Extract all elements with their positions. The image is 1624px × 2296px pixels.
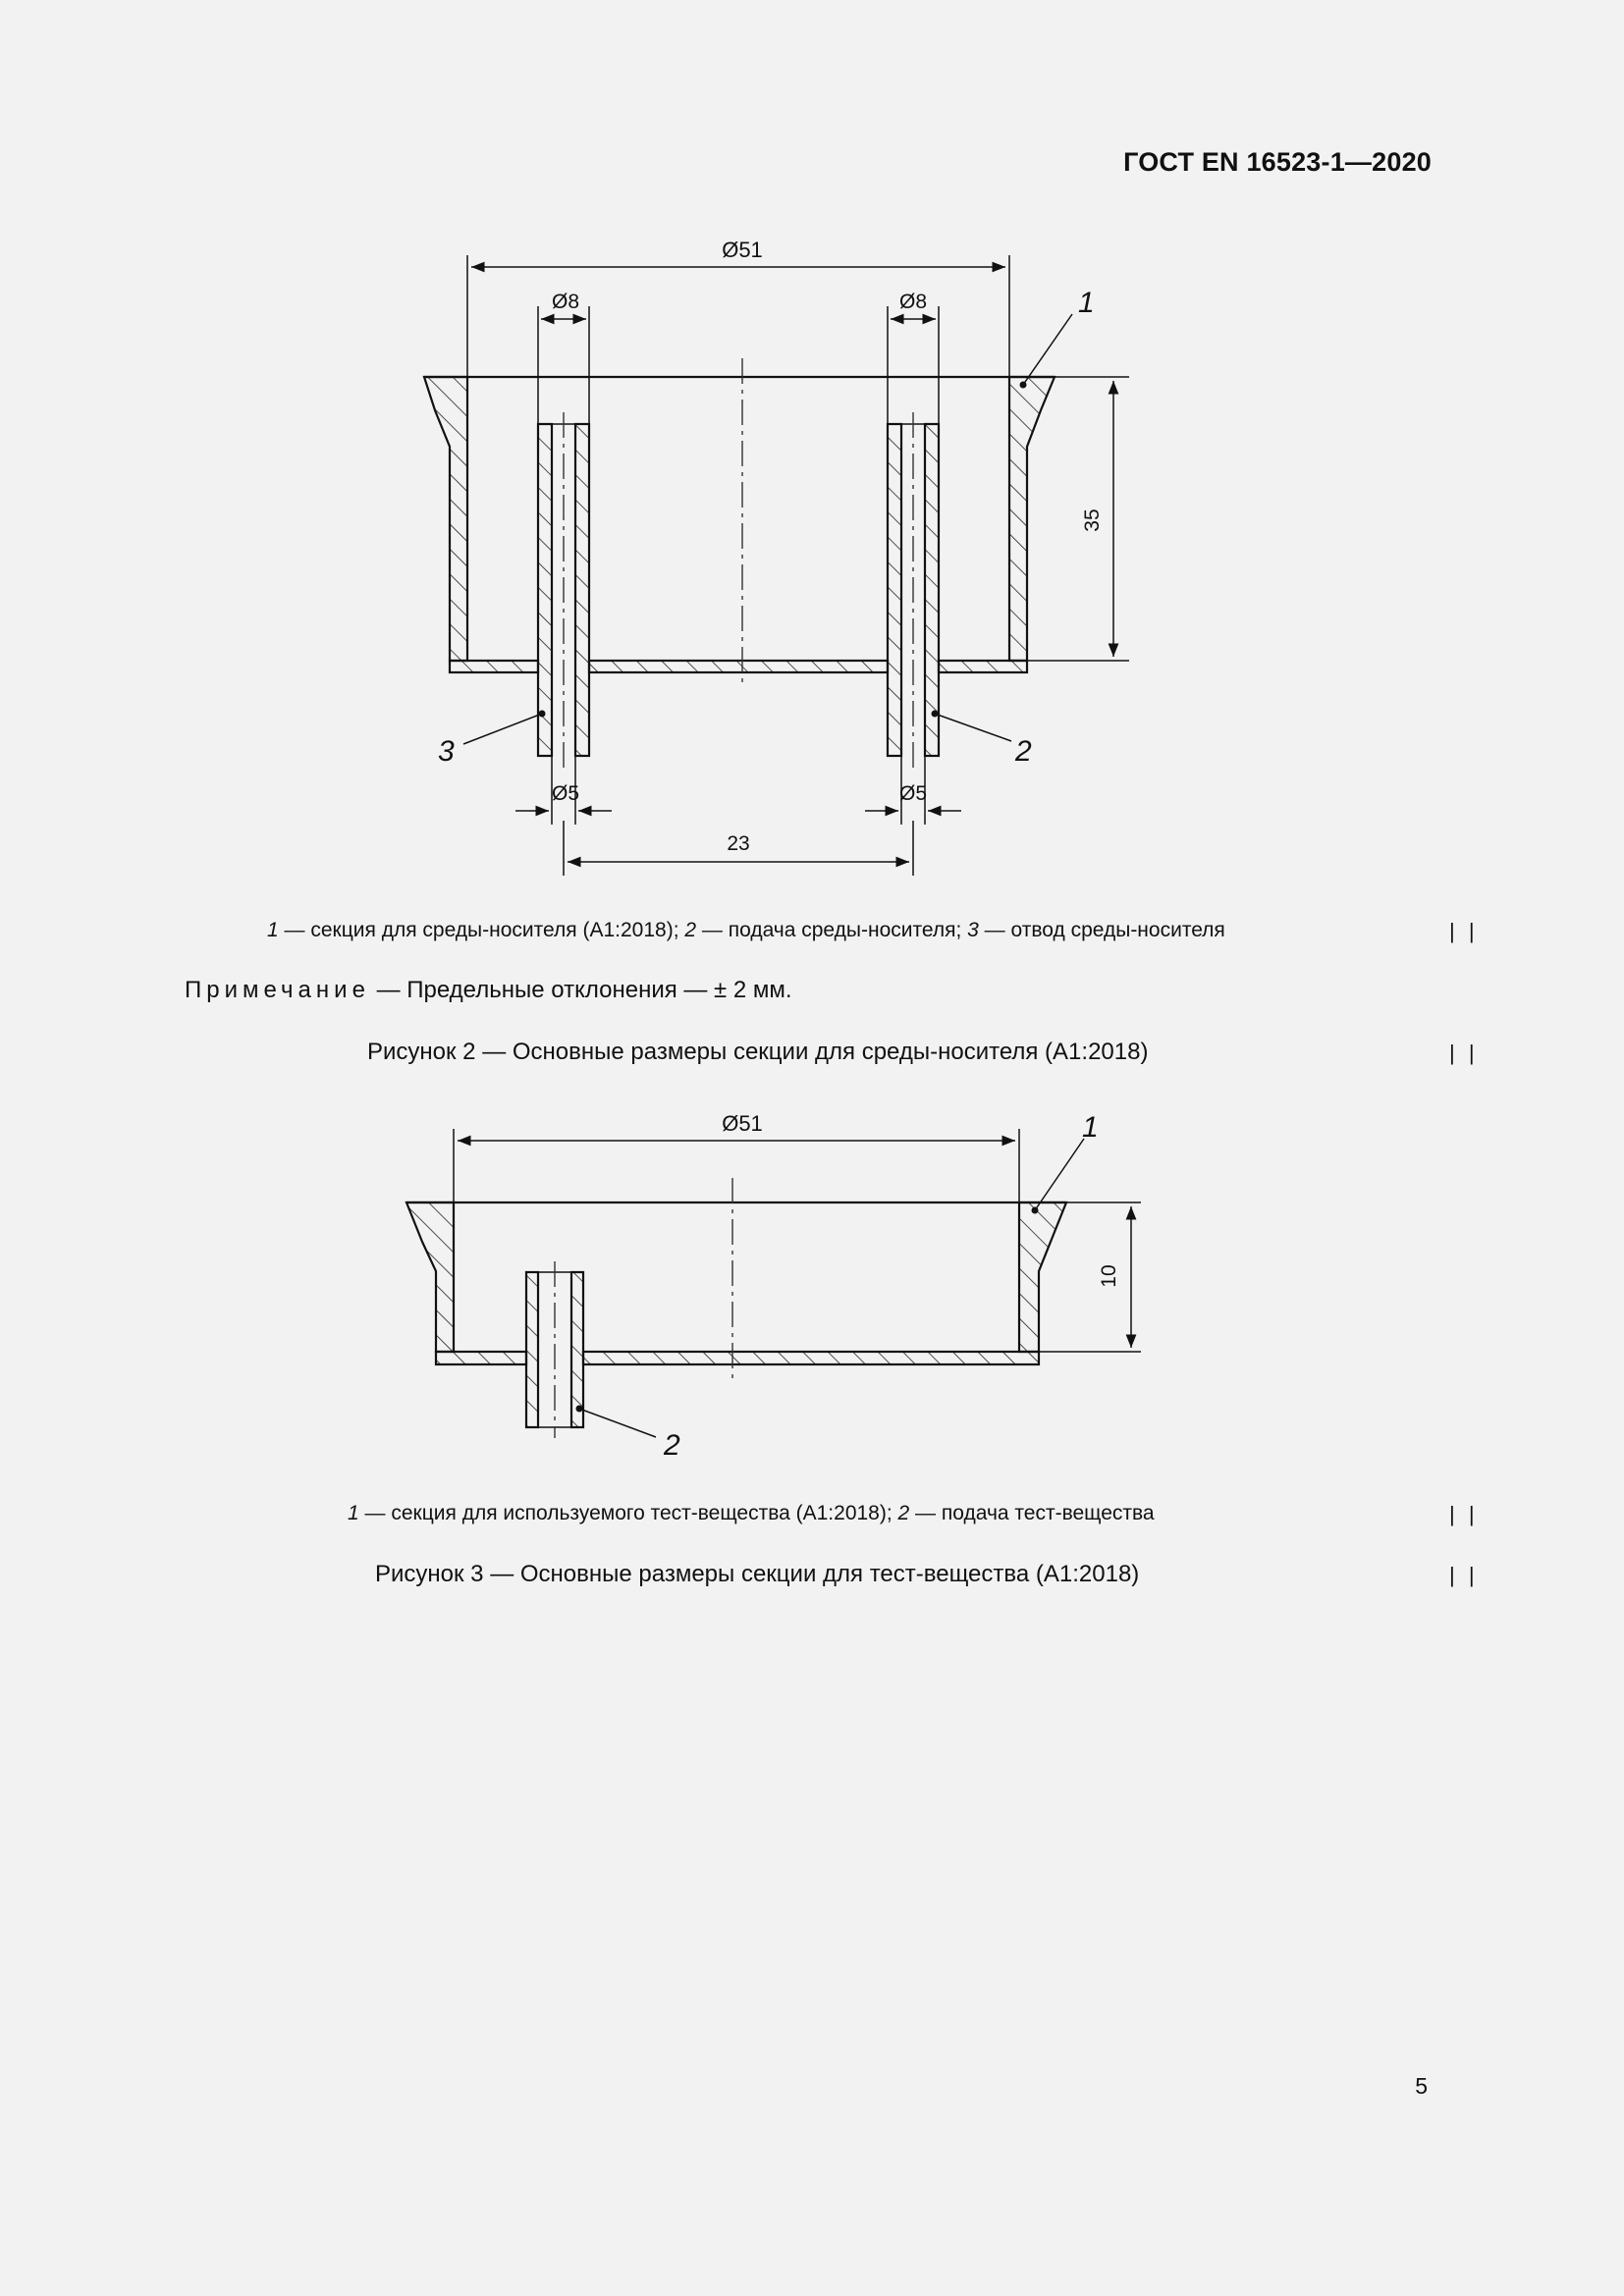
change-bar: | | [1449,1041,1479,1065]
legend-number: 2 [684,919,697,941]
legend-text: — отвод среды-носителя [978,919,1225,941]
floor-left [450,661,538,672]
floor-left [436,1352,526,1364]
left-wall [424,377,467,661]
left-wall [406,1202,454,1352]
page-number: 5 [1415,2073,1428,2099]
change-bar: | | [1449,1563,1479,1587]
right-wall [1009,377,1055,661]
figure-2-drawing [0,0,1624,893]
callout-1: 1 [1082,1111,1099,1144]
figure-3-legend [348,1502,1155,1525]
tube-wall-a [526,1272,538,1427]
callout-2: 2 [664,1429,680,1462]
dim-tube-right: Ø8 [898,291,928,313]
callout-2: 2 [1015,735,1032,768]
note-text: — Предельные отклонения — ± 2 мм. [369,977,792,1003]
legend-text: — подача тест-вещества [909,1502,1155,1524]
callout-1: 1 [1078,287,1095,319]
dim-spacing: 23 [727,832,750,855]
right-wall [1019,1202,1066,1352]
dim-outer-diameter: Ø51 [722,238,763,262]
document-header: ГОСТ EN 16523-1—2020 [1123,147,1432,177]
legend-number: 1 [267,919,279,941]
dim-tube-left: Ø8 [551,291,580,313]
callout-3: 3 [438,735,455,768]
floor-middle [589,661,888,672]
change-bar: | | [1449,919,1479,943]
dim-outer-diameter: Ø51 [722,1111,763,1136]
dim-tube-inner-right: Ø5 [898,782,928,805]
tube-wall-b [571,1272,583,1427]
legend-text: — подача среды-носителя; [696,919,968,941]
tube-right-wall-b [925,424,939,756]
note-label: Примечание [185,977,370,1003]
legend-number: 2 [897,1502,910,1524]
note [185,977,792,1004]
legend-number: 3 [967,919,979,941]
floor-right [583,1352,1039,1364]
legend-number: 1 [348,1502,359,1524]
dim-height: 10 [1098,1264,1120,1288]
figure-2-caption: Рисунок 2 — Основные размеры секции для среды-носителя (А1:2018) [367,1039,1149,1065]
legend-text: — секция для среды-носителя (А1:2018); [278,919,685,941]
figure-2-legend [267,919,1225,942]
figure-3-drawing [0,1090,1624,1463]
floor-right [939,661,1027,672]
tube-right-wall-a [888,424,901,756]
change-bar: | | [1449,1502,1479,1526]
dim-tube-inner-left: Ø5 [551,782,580,805]
dim-height: 35 [1081,508,1104,532]
tube-left-wall-a [538,424,552,756]
tube-left-wall-b [575,424,589,756]
figure-3-caption: Рисунок 3 — Основные размеры секции для тест-вещества (А1:2018) [375,1561,1140,1587]
legend-text: — секция для используемого тест-вещества (А1:2018); [358,1502,898,1524]
